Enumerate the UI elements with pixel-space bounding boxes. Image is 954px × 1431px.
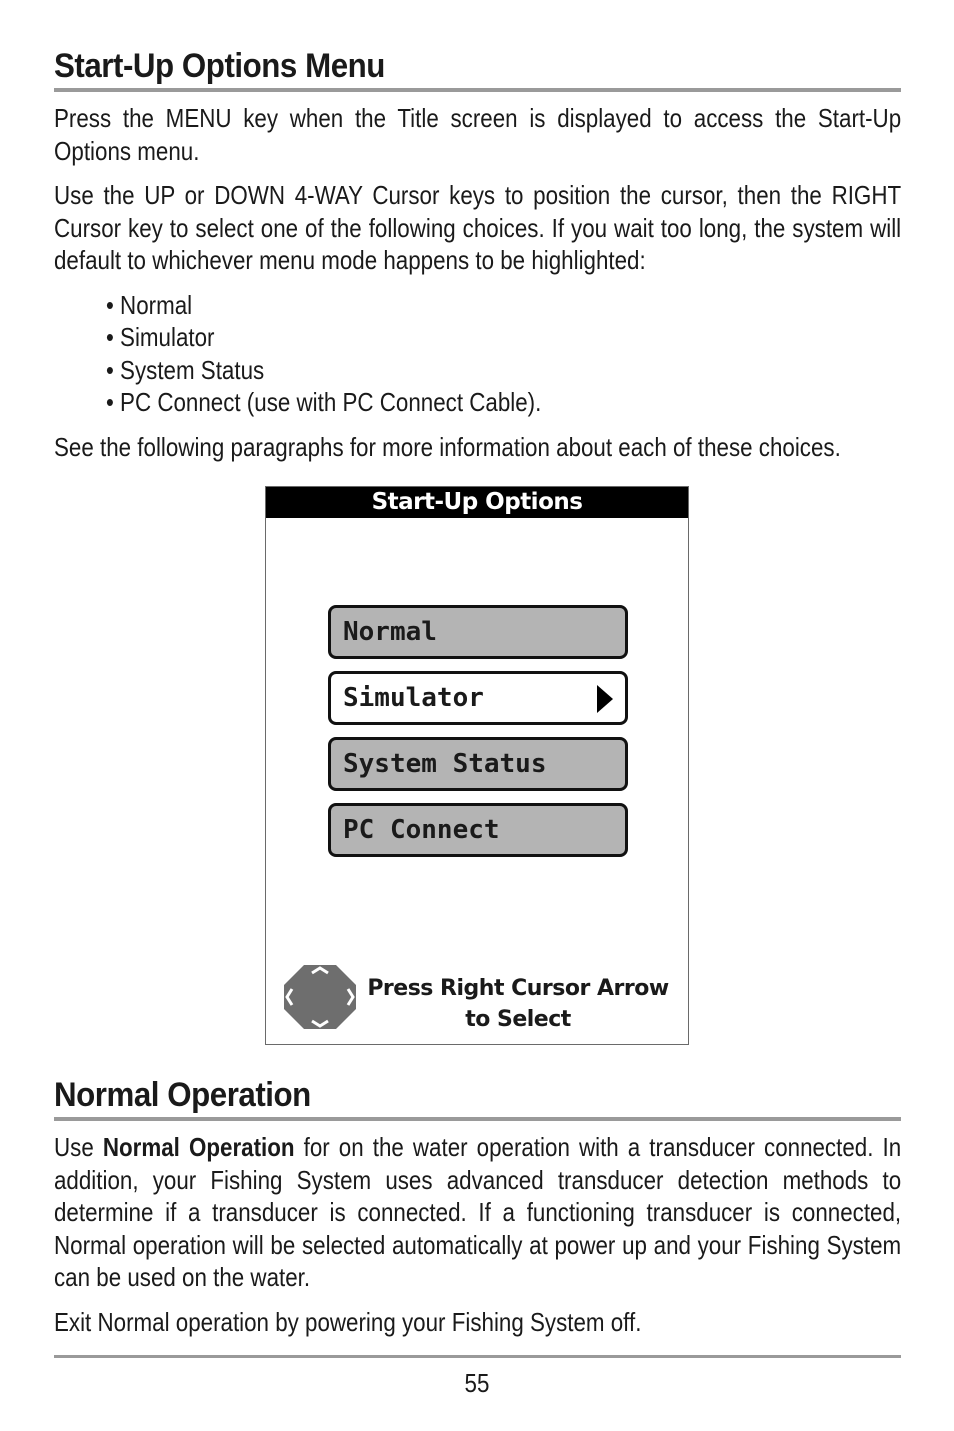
list-item: • PC Connect (use with PC Connect Cable). bbox=[106, 387, 542, 417]
paragraph-normal-operation bbox=[54, 1131, 901, 1294]
hint-line: to Select bbox=[465, 1007, 571, 1032]
menu-button-simulator[interactable] bbox=[328, 671, 628, 725]
list-item: • Normal bbox=[106, 289, 193, 320]
paragraph-exit-normal: Exit Normal operation by powering your Fishing System off. bbox=[54, 1306, 642, 1337]
bold-term: Normal Operation bbox=[102, 1132, 295, 1162]
screen-title: Start-Up Options bbox=[266, 487, 688, 518]
hint-line: Press Right Cursor Arrow bbox=[367, 976, 669, 1001]
footer-rule bbox=[54, 1355, 901, 1358]
heading-rule bbox=[54, 88, 901, 92]
heading-start-up-options: Start-Up Options Menu bbox=[54, 47, 385, 85]
menu-button-label: Normal bbox=[343, 617, 437, 647]
paragraph-cursor-keys: Use the UP or DOWN 4-WAY Cursor keys to position the cursor, then the RIGHT Cursor key to select one of the following choices. If you wait too long, the system will default to whichever menu mode happens to be highlighted: bbox=[54, 180, 902, 275]
select-hint bbox=[362, 973, 674, 1035]
menu-button-label: Simulator bbox=[343, 683, 484, 713]
options-list bbox=[106, 289, 901, 419]
menu-button-label: System Status bbox=[343, 749, 547, 779]
text-span: Use bbox=[54, 1132, 103, 1162]
four-way-cursor-icon bbox=[282, 963, 358, 1031]
section-start-up-options bbox=[54, 44, 901, 463]
paragraph-see-following: See the following paragraphs for more information about each of these choices. bbox=[54, 431, 841, 462]
menu-button-pc-connect[interactable] bbox=[328, 803, 628, 857]
list-item: • Simulator bbox=[106, 322, 215, 352]
start-up-options-screen bbox=[265, 486, 689, 1045]
section-normal-operation bbox=[54, 1073, 901, 1338]
list-item: • System Status bbox=[106, 354, 265, 385]
heading-rule bbox=[54, 1117, 901, 1121]
heading-normal-operation: Normal Operation bbox=[54, 1076, 311, 1114]
menu-button-normal[interactable] bbox=[328, 605, 628, 659]
text-span: for on the water operation with a transducer connected. In addition, your Fishing System uses advanced transducer detection methods to determine if a transducer is connected. If a functioning transducer is connected, Normal operation will be selected automatically at power up and your Fishing System can be used on the water. bbox=[54, 1132, 902, 1292]
menu-button-label: PC Connect bbox=[343, 815, 500, 845]
page-number: 55 bbox=[464, 1368, 490, 1398]
menu-button-system-status[interactable] bbox=[328, 737, 628, 791]
paragraph-menu-key: Press the MENU key when the Title screen is displayed to access the Start-Up Options menu. bbox=[54, 103, 902, 166]
right-arrow-icon bbox=[597, 685, 613, 713]
